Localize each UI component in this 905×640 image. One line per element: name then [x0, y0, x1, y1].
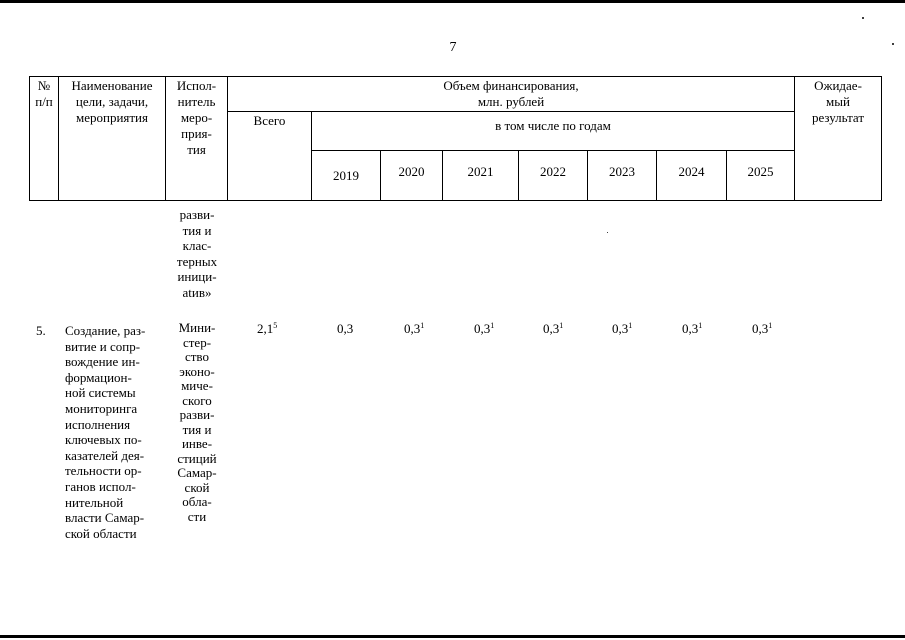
header-col-by-years: в том числе по годам: [495, 118, 611, 133]
header-col-name: Наименование цели, задачи, мероприятия: [71, 78, 153, 125]
row5-value-2020: $0,3^1$: [404, 321, 425, 336]
header-year-2024: 2024: [678, 164, 705, 179]
header-col-total: Всего: [253, 113, 286, 128]
header-year-2022: 2022: [540, 164, 566, 179]
row5-name: Создание, раз- витие и сопр- вождение ин- формацион- ной системы мониторинга исполнения ключевых по- казателей дея- тельности ор- ганов испол- нительной власти Самар- ской области: [65, 323, 146, 541]
header-year-2025: 2025: [747, 164, 774, 179]
header-year-2023: 2023: [609, 164, 635, 179]
header-col-number: № п/п: [35, 78, 53, 109]
header-year-2021: 2021: [467, 164, 494, 179]
row5-value-2019: 0,3: [337, 321, 354, 336]
scan-speck: [892, 43, 894, 45]
header-col-executor: Испол- нитель меро- прия- тия: [176, 78, 217, 157]
row5-value-2023: $0,3^1$: [612, 321, 633, 336]
header-col-funding: Объем финансирования, млн. рублей: [443, 78, 579, 109]
row5-value-2024: $0,3^1$: [682, 321, 703, 336]
page-number: 7: [449, 40, 457, 55]
row5-total: $2,1^5$: [257, 321, 278, 336]
continuation-executor-text: разви- тия и клас- терных иници- atив»: [176, 207, 218, 300]
row5-value-2021: $0,3^1$: [474, 321, 495, 336]
header-col-result: Ожидае- мый результат: [811, 78, 865, 125]
header-year-2020: 2020: [398, 164, 425, 179]
top-border: [0, 0, 905, 3]
header-year-2019: 2019: [333, 168, 359, 183]
row5-value-2022: $0,3^1$: [543, 321, 564, 336]
row5-executor: Мини- стер- ство эконо- миче- ского разви- тия и инве- стиций Самар- ской обла- сти: [177, 320, 217, 524]
table-header: [29, 76, 882, 201]
bottom-border: [0, 635, 905, 638]
scan-speck: [607, 232, 608, 233]
row5-value-2025: $0,3^1$: [752, 321, 773, 336]
row5-number: 5.: [36, 323, 46, 338]
scan-speck: [862, 17, 864, 19]
